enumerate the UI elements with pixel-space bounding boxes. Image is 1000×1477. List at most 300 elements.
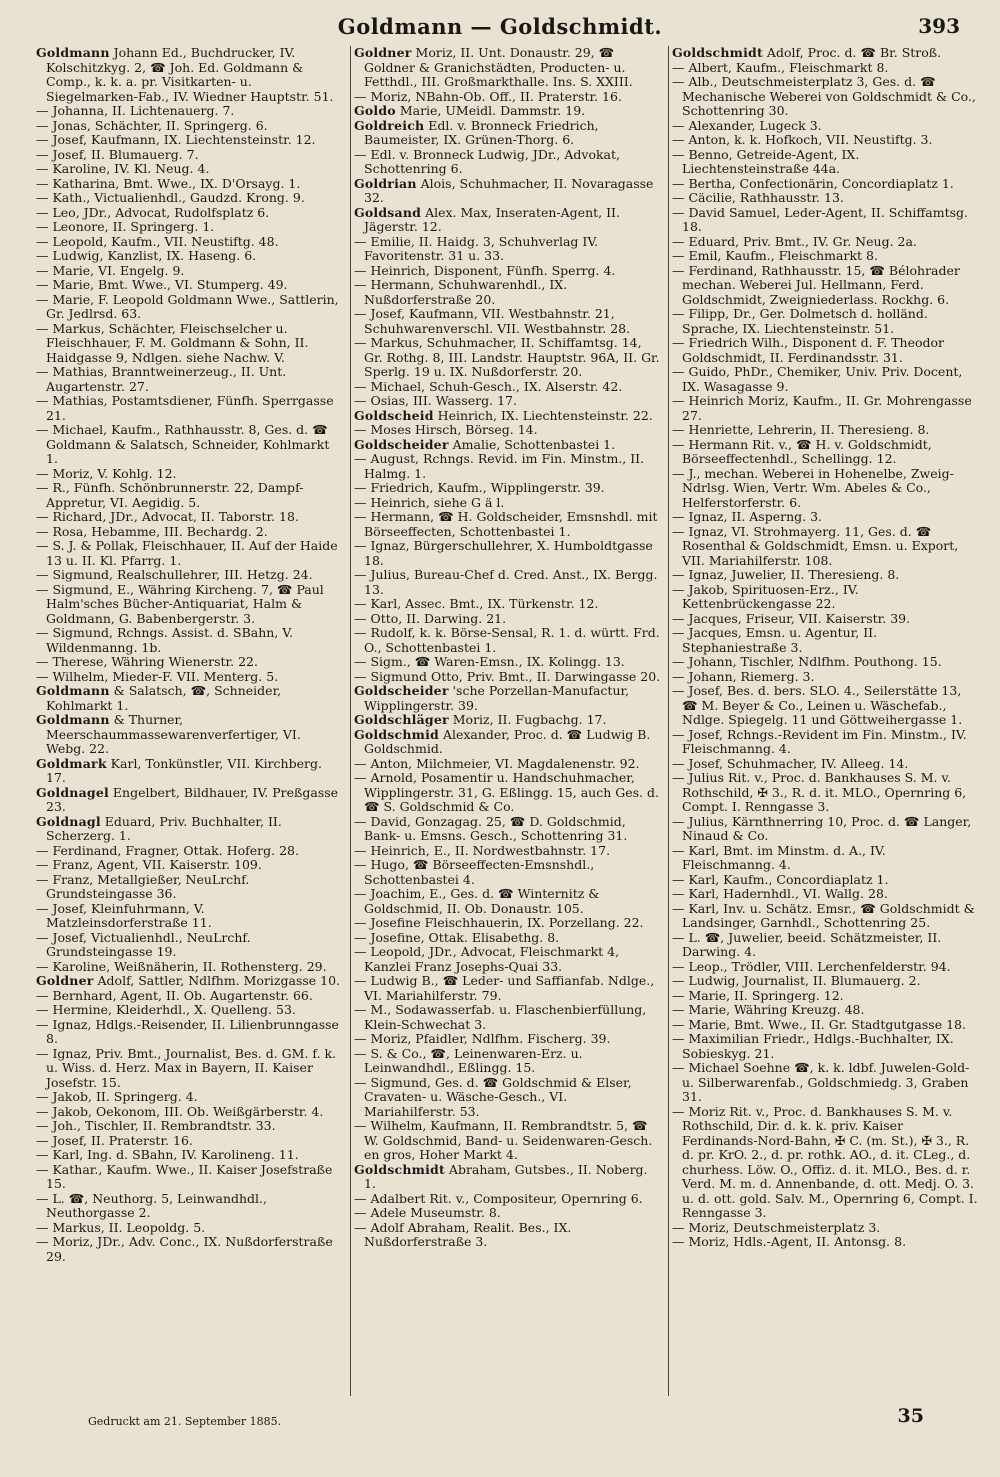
directory-entry xyxy=(354,336,662,380)
directory-entry xyxy=(672,583,980,612)
directory-entry xyxy=(672,887,980,902)
entry-text: — Katharina, Bmt. Wwe., IX. D'Orsayg. 1. xyxy=(36,175,301,191)
entry-text: — Otto, II. Darwing. 21. xyxy=(354,610,507,626)
directory-entry xyxy=(672,771,980,815)
directory-entry xyxy=(672,46,980,61)
directory-entry xyxy=(36,974,344,989)
entry-text: 'sche Porzellan-Manufactur, Wipplingerstr. 39. xyxy=(364,683,630,713)
entry-text: — Jakob, II. Springerg. 4. xyxy=(36,1089,198,1104)
directory-entry xyxy=(672,1061,980,1105)
directory-entry xyxy=(354,713,662,728)
entry-text: — Sigmund, Ges. d. ☎ Goldschmid & Elser, Cravaten- u. Wäsche-Gesch., VI. Mariahilferstr. 53. xyxy=(354,1074,632,1119)
entry-surname: Goldmann xyxy=(36,46,110,60)
entry-text: — Josef, II. Praterstr. 16. xyxy=(36,1132,193,1148)
entry-text: — Friedrich Wilh., Disponent d. F. Theodor Goldschmidt, II. Ferdinandsstr. 31. xyxy=(672,335,945,365)
directory-entry xyxy=(354,496,662,511)
entry-text: — Karl, Ing. d. SBahn, IV. Karolineng. 11. xyxy=(36,1147,299,1162)
entry-text: — Moriz Rit. v., Proc. d. Bankhauses S. M. v. Rothschild, Dir. d. k. k. priv. Kaiser Ferdinands-Nord-Bahn, ✠ C. (m. St.), ✠ 3., R. d. pr. KrO. 2., d. pr. rothk. AO., d. it. CLeg., d. churhess. Löw. O., Offiz. d. it. MLO., Bes. d. r. Verd. M. m. d. Annenbande, d. ott. Medj. O. 3. u. d. ott. gold. Salv. M., Opernring 6, Compt. I. Renngasse 3. xyxy=(672,1103,978,1220)
entry-text: — Moriz, Pfaidler, Ndlfhm. Fischerg. 39. xyxy=(354,1031,611,1046)
entry-text: — Karoline, IV. Kl. Neug. 4. xyxy=(36,161,210,176)
directory-entry xyxy=(672,902,980,931)
entry-text: — L. ☎, Juwelier, beeid. Schätzmeister, II. Darwing. 4. xyxy=(672,929,942,959)
entry-text: — Michael, Kaufm., Rathhausstr. 8, Ges. d. ☎ Goldmann & Salatsch, Schneider, Kohlmarkt 1. xyxy=(36,422,330,466)
entry-text: — Karl, Hadernhdl., VI. Wallg. 28. xyxy=(672,886,888,901)
directory-entry xyxy=(36,220,344,235)
entry-text: — Mathias, Branntweinerzeug., II. Unt. Augartenstr. 27. xyxy=(36,364,287,394)
entry-text: — Sigm., ☎ Waren-Emsn., IX. Kolingg. 13. xyxy=(354,654,625,669)
directory-entry xyxy=(672,191,980,206)
entry-text: — Karoline, Weißnäherin, II. Rothensterg. 29. xyxy=(36,958,327,974)
entry-text: — M., Sodawasserfab. u. Flaschenbierfüllung, Klein-Schwechat 3. xyxy=(354,1002,647,1032)
entry-text: — Marie, Währing Kreuzg. 48. xyxy=(672,1002,865,1017)
column-2 xyxy=(354,46,662,1406)
entry-surname: Goldschmidt xyxy=(354,1161,445,1177)
directory-entry xyxy=(672,307,980,336)
directory-entry xyxy=(36,1235,344,1264)
entry-text: — Anton, k. k. Hofkoch, VII. Neustiftg. 3. xyxy=(672,132,933,147)
directory-entry xyxy=(36,873,344,902)
directory-entry xyxy=(672,1221,980,1236)
entry-text: — Ludwig, Journalist, II. Blumauerg. 2. xyxy=(672,973,921,988)
directory-entry xyxy=(354,394,662,409)
entry-text: — Franz, Metallgießer, NeuLrchf. Grundsteingasse 36. xyxy=(36,871,250,901)
entry-surname: Goldschmidt xyxy=(672,46,763,60)
entry-text: — Jakob, Spirituosen-Erz., IV. Kettenbrückengasse 22. xyxy=(672,581,859,611)
directory-entry xyxy=(36,1090,344,1105)
entry-text: — Sigmund, Rchngs. Assist. d. SBahn, V. Wildenmanng. 1b. xyxy=(36,625,294,655)
entry-text: — Leopold, Kaufm., VII. Neustiftg. 48. xyxy=(36,233,279,249)
entry-text: — Ignaz, VI. Strohmayerg. 11, Ges. d. ☎ Rosenthal & Goldschmidt, Emsn. u. Export, VII. Mariahilferstr. 108. xyxy=(672,523,959,568)
directory-entry xyxy=(36,133,344,148)
directory-entry xyxy=(672,1105,980,1221)
directory-entry xyxy=(672,568,980,583)
directory-entry xyxy=(354,409,662,424)
directory-entry xyxy=(672,1003,980,1018)
directory-entry xyxy=(672,728,980,757)
entry-text: Alexander, Proc. d. ☎ Ludwig B. Goldschmid. xyxy=(364,726,651,756)
entry-text: Eduard, Priv. Buchhalter, II. Scherzerg. 1. xyxy=(46,813,282,843)
entry-text: — Johann, Riemerg. 3. xyxy=(672,668,815,684)
entry-text: — Osias, III. Wasserg. 17. xyxy=(354,393,517,408)
entry-text: — Heinrich, siehe G ä l. xyxy=(354,494,505,510)
entry-text: — Filipp, Dr., Ger. Dolmetsch d. holländ. Sprache, IX. Liechtensteinstr. 51. xyxy=(672,306,928,336)
directory-entry xyxy=(672,264,980,308)
entry-text: — Marie, Bmt. Wwe., VI. Stumperg. 49. xyxy=(36,277,288,292)
column-3 xyxy=(672,46,980,1406)
entry-text: — Moses Hirsch, Börseg. 14. xyxy=(354,422,538,437)
directory-entry xyxy=(36,525,344,540)
directory-entry xyxy=(36,626,344,655)
entry-text: Moriz, II. Fugbachg. 17. xyxy=(452,712,607,727)
entry-text: — Michael, Schuh-Gesch., IX. Alserstr. 42. xyxy=(354,378,623,394)
entry-text: — Hermann, Schuhwarenhdl., IX. Nußdorferstraße 20. xyxy=(354,277,568,307)
directory-entry xyxy=(354,438,662,453)
directory-entry xyxy=(36,786,344,815)
entry-text: — Josef, Kaufmann, VII. Westbahnstr. 21, Schuhwarenverschl. VII. Westbahnstr. 28. xyxy=(354,306,631,336)
directory-entry xyxy=(36,684,344,713)
directory-entry xyxy=(672,365,980,394)
entry-text: — Marie, VI. Engelg. 9. xyxy=(36,262,185,278)
directory-entry xyxy=(672,612,980,627)
entry-text: — Josefine, Ottak. Elisabethg. 8. xyxy=(354,929,560,945)
directory-entry xyxy=(354,423,662,438)
entry-text: — Ludwig B., ☎ Leder- und Saffianfab. Ndlge., VI. Mariahilferstr. 79. xyxy=(354,973,655,1003)
entry-text: — Marie, Bmt. Wwe., II. Gr. Stadtgutgasse 18. xyxy=(672,1016,966,1032)
entry-surname: Goldreich xyxy=(354,117,425,133)
entry-text: — Adalbert Rit. v., Compositeur, Opernring 6. xyxy=(354,1190,643,1206)
print-date: Gedruckt am 21. September 1885. xyxy=(88,1415,282,1428)
directory-entry xyxy=(354,481,662,496)
directory-entry xyxy=(36,670,344,685)
entry-surname: Goldscheider xyxy=(354,683,449,698)
entry-surname: Goldnagl xyxy=(36,813,101,829)
entry-text: & Salatsch, ☎, Schneider, Kohlmarkt 1. xyxy=(46,683,282,713)
entry-text: — Julius, Bureau-Chef d. Cred. Anst., IX. Bergg. 13. xyxy=(354,567,658,597)
entry-surname: Goldrian xyxy=(354,175,417,191)
entry-text: — Richard, JDr., Advocat, II. Taborstr. 18. xyxy=(36,509,299,524)
directory-entry xyxy=(354,1003,662,1032)
directory-entry xyxy=(354,655,662,670)
entry-text: — Marie, F. Leopold Goldmann Wwe., Sattlerin, Gr. Jedlrsd. 63. xyxy=(36,291,339,321)
directory-entry xyxy=(354,148,662,177)
directory-entry xyxy=(672,844,980,873)
directory-entry xyxy=(354,844,662,859)
directory-entry xyxy=(354,177,662,206)
directory-entry xyxy=(672,655,980,670)
entry-surname: Goldner xyxy=(354,46,412,60)
entry-surname: Goldscheider xyxy=(354,436,449,452)
entry-text: — Kath., Victualienhdl., Gaudzd. Krong. 9. xyxy=(36,190,305,205)
directory-entry xyxy=(672,249,980,264)
entry-text: — Rosa, Hebamme, III. Bechardg. 2. xyxy=(36,523,268,539)
directory-entry xyxy=(672,525,980,569)
directory-entry xyxy=(36,206,344,221)
entry-text: — Hermann Rit. v., ☎ H. v. Goldschmidt, Börseeffectenhdl., Schellingg. 12. xyxy=(672,436,932,466)
entry-text: — Leop., Trödler, VIII. Lerchenfelderstr. 94. xyxy=(672,958,951,974)
entry-text: Johann Ed., Buchdrucker, IV. Kolschitzkyg. 2, ☎ Joh. Ed. Goldmann & Comp., k. k. a. pr. Visitkarten- u. Siegelmarken-Fab., IV. Wiedner Hauptstr. 51. xyxy=(46,46,334,104)
entry-text: — Alexander, Lugeck 3. xyxy=(672,117,822,133)
directory-entry xyxy=(672,133,980,148)
entry-text: Alois, Schuhmacher, II. Novaragasse 32. xyxy=(364,175,654,205)
directory-entry xyxy=(354,728,662,757)
directory-entry xyxy=(36,1221,344,1236)
directory-entry xyxy=(36,815,344,844)
directory-entry xyxy=(36,1148,344,1163)
signature-mark: 35 xyxy=(897,1405,924,1427)
columns xyxy=(36,46,980,1406)
entry-text: — Josef, Kaufmann, IX. Liechtensteinstr. 12. xyxy=(36,132,316,147)
entry-text: — Eduard, Priv. Bmt., IV. Gr. Neug. 2a. xyxy=(672,233,917,249)
entry-surname: Goldmann xyxy=(36,712,110,727)
directory-entry xyxy=(354,119,662,148)
entry-text: — Markus, Schächter, Fleischselcher u. Fleischhauer, F. M. Goldmann & Sohn, II. Haidgasse 9, Ndlgen. siehe Nachw. V. xyxy=(36,320,309,365)
directory-entry xyxy=(354,264,662,279)
directory-entry xyxy=(354,1119,662,1163)
entry-text: — Joachim, E., Ges. d. ☎ Winternitz & Goldschmid, II. Ob. Donaustr. 105. xyxy=(354,886,600,916)
entry-text: — Moriz, V. Kohlg. 12. xyxy=(36,465,177,481)
entry-text: Heinrich, IX. Liechtensteinstr. 22. xyxy=(437,407,653,423)
entry-text: Engelbert, Bildhauer, IV. Preßgasse 23. xyxy=(46,784,339,814)
directory-entry xyxy=(36,119,344,134)
directory-entry xyxy=(354,858,662,887)
entry-text: — Albert, Kaufm., Fleischmarkt 8. xyxy=(672,59,889,75)
entry-text: — Moriz, JDr., Adv. Conc., IX. Nußdorferstraße 29. xyxy=(36,1234,333,1264)
entry-text: — Karl, Inv. u. Schätz. Emsr., ☎ Goldschmidt & Landsinger, Garnhdl., Schottenring 25. xyxy=(672,900,975,930)
entry-text: — Ignaz, Bürgerschullehrer, X. Humboldtgasse 18. xyxy=(354,538,653,568)
directory-entry xyxy=(36,264,344,279)
entry-text: Marie, UMeidl. Dammstr. 19. xyxy=(399,103,586,118)
entry-surname: Goldmann xyxy=(36,683,110,698)
directory-entry xyxy=(36,902,344,931)
directory-entry xyxy=(672,177,980,192)
directory-entry xyxy=(672,626,980,655)
directory-entry xyxy=(354,771,662,815)
entry-text: — Heinrich, Disponent, Fünfh. Sperrg. 4. xyxy=(354,262,616,278)
entry-text: — Moriz, NBahn-Ob. Off., II. Praterstr. 16. xyxy=(354,88,622,104)
directory-entry xyxy=(354,278,662,307)
directory-entry xyxy=(36,510,344,525)
entry-text: — Josef, II. Blumauerg. 7. xyxy=(36,146,199,162)
entry-text: — S. J. & Pollak, Fleischhauer, II. Auf der Haide 13 u. II. Kl. Pfarrg. 1. xyxy=(36,538,338,568)
directory-entry xyxy=(36,293,344,322)
directory-entry xyxy=(36,249,344,264)
entry-text: — Sigmund Otto, Priv. Bmt., II. Darwingasse 20. xyxy=(354,668,661,684)
entry-text: — David Samuel, Leder-Agent, II. Schiffamtsg. 18. xyxy=(672,204,969,234)
entry-text: — Arnold, Posamentir u. Handschuhmacher, Wipplingerstr. 31, G. Eßlingg. 15, auch Ges. d. ☎ S. Goldschmid & Co. xyxy=(354,770,659,814)
directory-entry xyxy=(672,815,980,844)
directory-entry xyxy=(672,206,980,235)
directory-entry xyxy=(36,235,344,250)
directory-entry xyxy=(36,104,344,119)
directory-entry xyxy=(672,438,980,467)
entry-surname: Goldscheid xyxy=(354,407,434,423)
entry-text: — Josef, Bes. d. bers. SLO. 4., Seilerstätte 13, ☎ M. Beyer & Co., Leinen u. Wäschefab., Ndlge. Spiegelg. 11 und Göttweihergasse 1. xyxy=(672,683,963,727)
entry-text: — Marie, II. Springerg. 12. xyxy=(672,987,844,1003)
entry-text: — Jacques, Friseur, VII. Kaiserstr. 39. xyxy=(672,610,911,626)
directory-entry xyxy=(354,974,662,1003)
entry-text: — Leonore, II. Springerg. 1. xyxy=(36,219,215,234)
directory-entry xyxy=(36,177,344,192)
entry-text: — Bertha, Confectionärin, Concordiaplatz 1. xyxy=(672,175,954,191)
directory-entry xyxy=(36,148,344,163)
entry-text: — Ferdinand, Fragner, Ottak. Hoferg. 28. xyxy=(36,842,299,858)
page-number: 393 xyxy=(918,14,960,38)
directory-entry xyxy=(354,104,662,119)
directory-entry xyxy=(354,380,662,395)
entry-text: — Leopold, JDr., Advocat, Fleischmarkt 4, Kanzlei Franz Josephs-Quai 33. xyxy=(354,944,620,974)
directory-entry xyxy=(36,481,344,510)
entry-text: — Cäcilie, Rathhausstr. 13. xyxy=(672,190,844,205)
entry-surname: Goldschläger xyxy=(354,712,449,727)
entry-text: Alex. Max, Inseraten-Agent, II. Jägerstr. 12. xyxy=(364,204,620,234)
entry-text: — Julius Rit. v., Proc. d. Bankhauses S. M. v. Rothschild, ✠ 3., R. d. it. MLO., Opernring 6, Compt. I. Renngasse 3. xyxy=(672,770,967,814)
entry-text: — Henriette, Lehrerin, II. Theresieng. 8. xyxy=(672,422,930,437)
entry-text: — Kathar., Kaufm. Wwe., II. Kaiser Josefstraße 15. xyxy=(36,1161,333,1191)
directory-entry xyxy=(36,539,344,568)
directory-entry xyxy=(36,322,344,366)
entry-text: Moriz, II. Unt. Donaustr. 29, ☎ Goldner & Granichstädten, Producten- u. Fetthdl., III. Großmarkthalle. Ins. S. XXIII. xyxy=(364,46,633,89)
directory-entry xyxy=(36,989,344,1004)
directory-entry xyxy=(672,61,980,76)
directory-entry xyxy=(672,1018,980,1033)
directory-entry xyxy=(36,1119,344,1134)
entry-surname: Goldo xyxy=(354,103,396,118)
directory-entry xyxy=(354,1192,662,1207)
directory-entry xyxy=(36,1003,344,1018)
entry-text: — Johann, Tischler, Ndlfhm. Pouthong. 15. xyxy=(672,654,942,669)
directory-entry xyxy=(36,1163,344,1192)
directory-entry xyxy=(354,452,662,481)
entry-text: — R., Fünfh. Schönbrunnerstr. 22, Dampf-Appretur, VI. Aegidig. 5. xyxy=(36,480,304,510)
entry-text: — Leo, JDr., Advocat, Rudolfsplatz 6. xyxy=(36,204,270,220)
entry-text: — Hermann, ☎ H. Goldscheider, Emsnshdl. mit Börseeffecten, Schottenbastei 1. xyxy=(354,509,658,539)
directory-entry xyxy=(36,960,344,975)
entry-text: — Jacques, Emsn. u. Agentur, II. Stephaniestraße 3. xyxy=(672,625,878,655)
directory-entry xyxy=(672,974,980,989)
entry-text: — Ignaz, Hdlgs.-Reisender, II. Lilienbrunngasse 8. xyxy=(36,1016,339,1046)
directory-entry xyxy=(672,510,980,525)
directory-entry xyxy=(354,1032,662,1047)
directory-entry xyxy=(354,206,662,235)
directory-entry xyxy=(36,467,344,482)
directory-entry xyxy=(672,119,980,134)
entry-surname: Goldsand xyxy=(354,204,422,220)
directory-entry xyxy=(672,1235,980,1250)
directory-entry xyxy=(672,989,980,1004)
directory-entry xyxy=(36,1047,344,1091)
entry-text: — Franz, Agent, VII. Kaiserstr. 109. xyxy=(36,857,262,872)
entry-text: — Josefine Fleischhauerin, IX. Porzellang. 22. xyxy=(354,915,644,930)
entry-text: — Josef, Victualienhdl., NeuLrchf. Grundsteingasse 19. xyxy=(36,929,251,959)
directory-entry xyxy=(36,1018,344,1047)
directory-entry xyxy=(36,365,344,394)
directory-entry xyxy=(36,1134,344,1149)
directory-entry xyxy=(672,757,980,772)
directory-entry xyxy=(354,612,662,627)
directory-entry xyxy=(354,1221,662,1250)
directory-entry xyxy=(354,931,662,946)
directory-entry xyxy=(354,1047,662,1076)
entry-text: — Heinrich Moriz, Kaufm., II. Gr. Mohrengasse 27. xyxy=(672,393,972,423)
directory-entry xyxy=(354,90,662,105)
directory-entry xyxy=(354,684,662,713)
entry-text: — Josef, Kleinfuhrmann, V. Matzleinsdorferstraße 11. xyxy=(36,900,212,930)
directory-entry xyxy=(36,46,344,104)
entry-text: — Ignaz, Juwelier, II. Theresieng. 8. xyxy=(672,567,900,582)
entry-text: — Adele Museumstr. 8. xyxy=(354,1205,501,1220)
directory-entry xyxy=(36,278,344,293)
directory-entry xyxy=(672,960,980,975)
directory-entry xyxy=(672,423,980,438)
directory-entry xyxy=(36,583,344,627)
directory-entry xyxy=(354,916,662,931)
entry-text: — Emilie, II. Haidg. 3, Schuhverlag IV. Favoritenstr. 31 u. 33. xyxy=(354,233,599,263)
page-header xyxy=(0,10,1000,42)
directory-entry xyxy=(36,1105,344,1120)
entry-text: — Hermine, Kleiderhdl., X. Quelleng. 53. xyxy=(36,1002,296,1017)
entry-text: — S. & Co., ☎, Leinenwaren-Erz. u. Leinwandhdl., Eßlingg. 15. xyxy=(354,1045,583,1075)
entry-text: — Josef, Schuhmacher, IV. Alleeg. 14. xyxy=(672,755,909,771)
entry-surname: Goldner xyxy=(36,973,94,988)
entry-text: — Ludwig, Kanzlist, IX. Haseng. 6. xyxy=(36,248,257,263)
entry-text: — Johanna, II. Lichtenauerg. 7. xyxy=(36,103,235,118)
directory-entry xyxy=(672,1032,980,1061)
running-title: Goldmann — Goldschmidt. xyxy=(337,14,663,39)
column-1 xyxy=(36,46,344,1406)
entry-text: — Bernhard, Agent, II. Ob. Augartenstr. 66. xyxy=(36,987,313,1003)
directory-entry xyxy=(354,1163,662,1192)
entry-text: Abraham, Gutsbes., II. Noberg. 1. xyxy=(364,1161,648,1191)
directory-entry xyxy=(672,75,980,119)
entry-text: — Benno, Getreide-Agent, IX. Liechtensteinstraße 44a. xyxy=(672,146,860,176)
entry-text: — Markus, Schuhmacher, II. Schiffamtsg. 14, Gr. Rothg. 8, III. Landstr. Hauptstr. 96A, II. Gr. Sperlg. 19 u. IX. Nußdorferstr. 20. xyxy=(354,335,660,379)
entry-text: — Ignaz, II. Asperng. 3. xyxy=(672,509,823,524)
entry-text: — Moriz, Deutschmeisterplatz 3. xyxy=(672,1219,881,1235)
directory-entry xyxy=(672,873,980,888)
directory-entry xyxy=(354,815,662,844)
entry-text: — Karl, Kaufm., Concordiaplatz 1. xyxy=(672,871,889,887)
directory-entry xyxy=(354,670,662,685)
directory-entry xyxy=(36,655,344,670)
entry-text: — Wilhelm, Kaufmann, II. Rembrandtstr. 5, ☎ W. Goldschmid, Band- u. Seidenwaren-Gesch. en gros, Hoher Markt 4. xyxy=(354,1118,653,1162)
directory-entry xyxy=(672,235,980,250)
directory-entry xyxy=(354,510,662,539)
entry-surname: Goldmark xyxy=(36,755,107,771)
directory-entry xyxy=(36,858,344,873)
entry-text: — Friedrich, Kaufm., Wipplingerstr. 39. xyxy=(354,480,605,495)
entry-text: — Moriz, Hdls.-Agent, II. Antonsg. 8. xyxy=(672,1234,907,1249)
directory-entry xyxy=(354,539,662,568)
directory-entry xyxy=(672,670,980,685)
directory-entry xyxy=(672,931,980,960)
entry-text: — Edl. v. Bronneck Ludwig, JDr., Advokat, Schottenring 6. xyxy=(354,146,620,176)
directory-entry xyxy=(36,713,344,757)
entry-text: — Karl, Assec. Bmt., IX. Türkenstr. 12. xyxy=(354,596,599,611)
directory-entry xyxy=(672,467,980,511)
entry-text: — David, Gonzagag. 25, ☎ D. Goldschmid, Bank- u. Emsns. Gesch., Schottenring 31. xyxy=(354,813,628,843)
entry-text: — Michael Soehne ☎, k. k. ldbf. Juwelen-Gold- u. Silberwarenfab., Goldschmiedg. 3, Graben 31. xyxy=(672,1060,970,1104)
directory-entry xyxy=(36,394,344,423)
entry-text: — Josef, Rchngs.-Revident im Fin. Minstm., IV. Fleischmanng. 4. xyxy=(672,726,967,756)
directory-entry xyxy=(354,46,662,90)
directory-entry xyxy=(36,191,344,206)
entry-text: Karl, Tonkünstler, VII. Kirchberg. 17. xyxy=(46,755,322,785)
directory-entry xyxy=(672,148,980,177)
directory-entry xyxy=(36,844,344,859)
directory-entry xyxy=(672,394,980,423)
entry-text: — Heinrich, E., II. Nordwestbahnstr. 17. xyxy=(354,842,611,858)
entry-text: — Rudolf, k. k. Börse-Sensal, R. 1. d. württ. Frd. O., Schottenbastei 1. xyxy=(354,625,660,655)
entry-text: — Joh., Tischler, II. Rembrandtstr. 33. xyxy=(36,1118,276,1133)
directory-entry xyxy=(354,1206,662,1221)
entry-text: — Mathias, Postamtsdiener, Fünfh. Sperrgasse 21. xyxy=(36,393,334,423)
entry-text: — Sigmund, Realschullehrer, III. Hetzg. 24. xyxy=(36,567,313,582)
entry-text: — Jonas, Schächter, II. Springerg. 6. xyxy=(36,117,268,133)
entry-text: — Jakob, Oekonom, III. Ob. Weißgärberstr. 4. xyxy=(36,1103,324,1119)
entry-text: — Alb., Deutschmeisterplatz 3, Ges. d. ☎ Mechanische Weberei von Goldschmidt & Co., Schottenring 30. xyxy=(672,74,976,118)
entry-text: — L. ☎, Neuthorg. 5, Leinwandhdl., Neuthorgasse 2. xyxy=(36,1190,267,1220)
directory-entry xyxy=(354,1076,662,1120)
directory-entry xyxy=(672,684,980,728)
entry-text: — Wilhelm, Mieder-F. VII. Menterg. 5. xyxy=(36,668,279,684)
entry-text: — Ferdinand, Rathhausstr. 15, ☎ Bélohrader mechan. Weberei Jul. Hellmann, Ferd. Goldschmidt, Zweigniederlass. Rockhg. 6. xyxy=(672,262,960,307)
entry-text: — Ignaz, Priv. Bmt., Journalist, Bes. d. GM. f. k. u. Wiss. d. Herz. Max in Bayern, II. Kaiser Josefstr. 15. xyxy=(36,1045,337,1090)
directory-entry xyxy=(354,597,662,612)
entry-text: Edl. v. Bronneck Friedrich, Baumeister, IX. Grünen-Thorg. 6. xyxy=(364,117,599,147)
entry-text: Adolf, Proc. d. ☎ Br. Stroß. xyxy=(766,46,942,60)
directory-entry xyxy=(354,945,662,974)
directory-entry xyxy=(36,1192,344,1221)
